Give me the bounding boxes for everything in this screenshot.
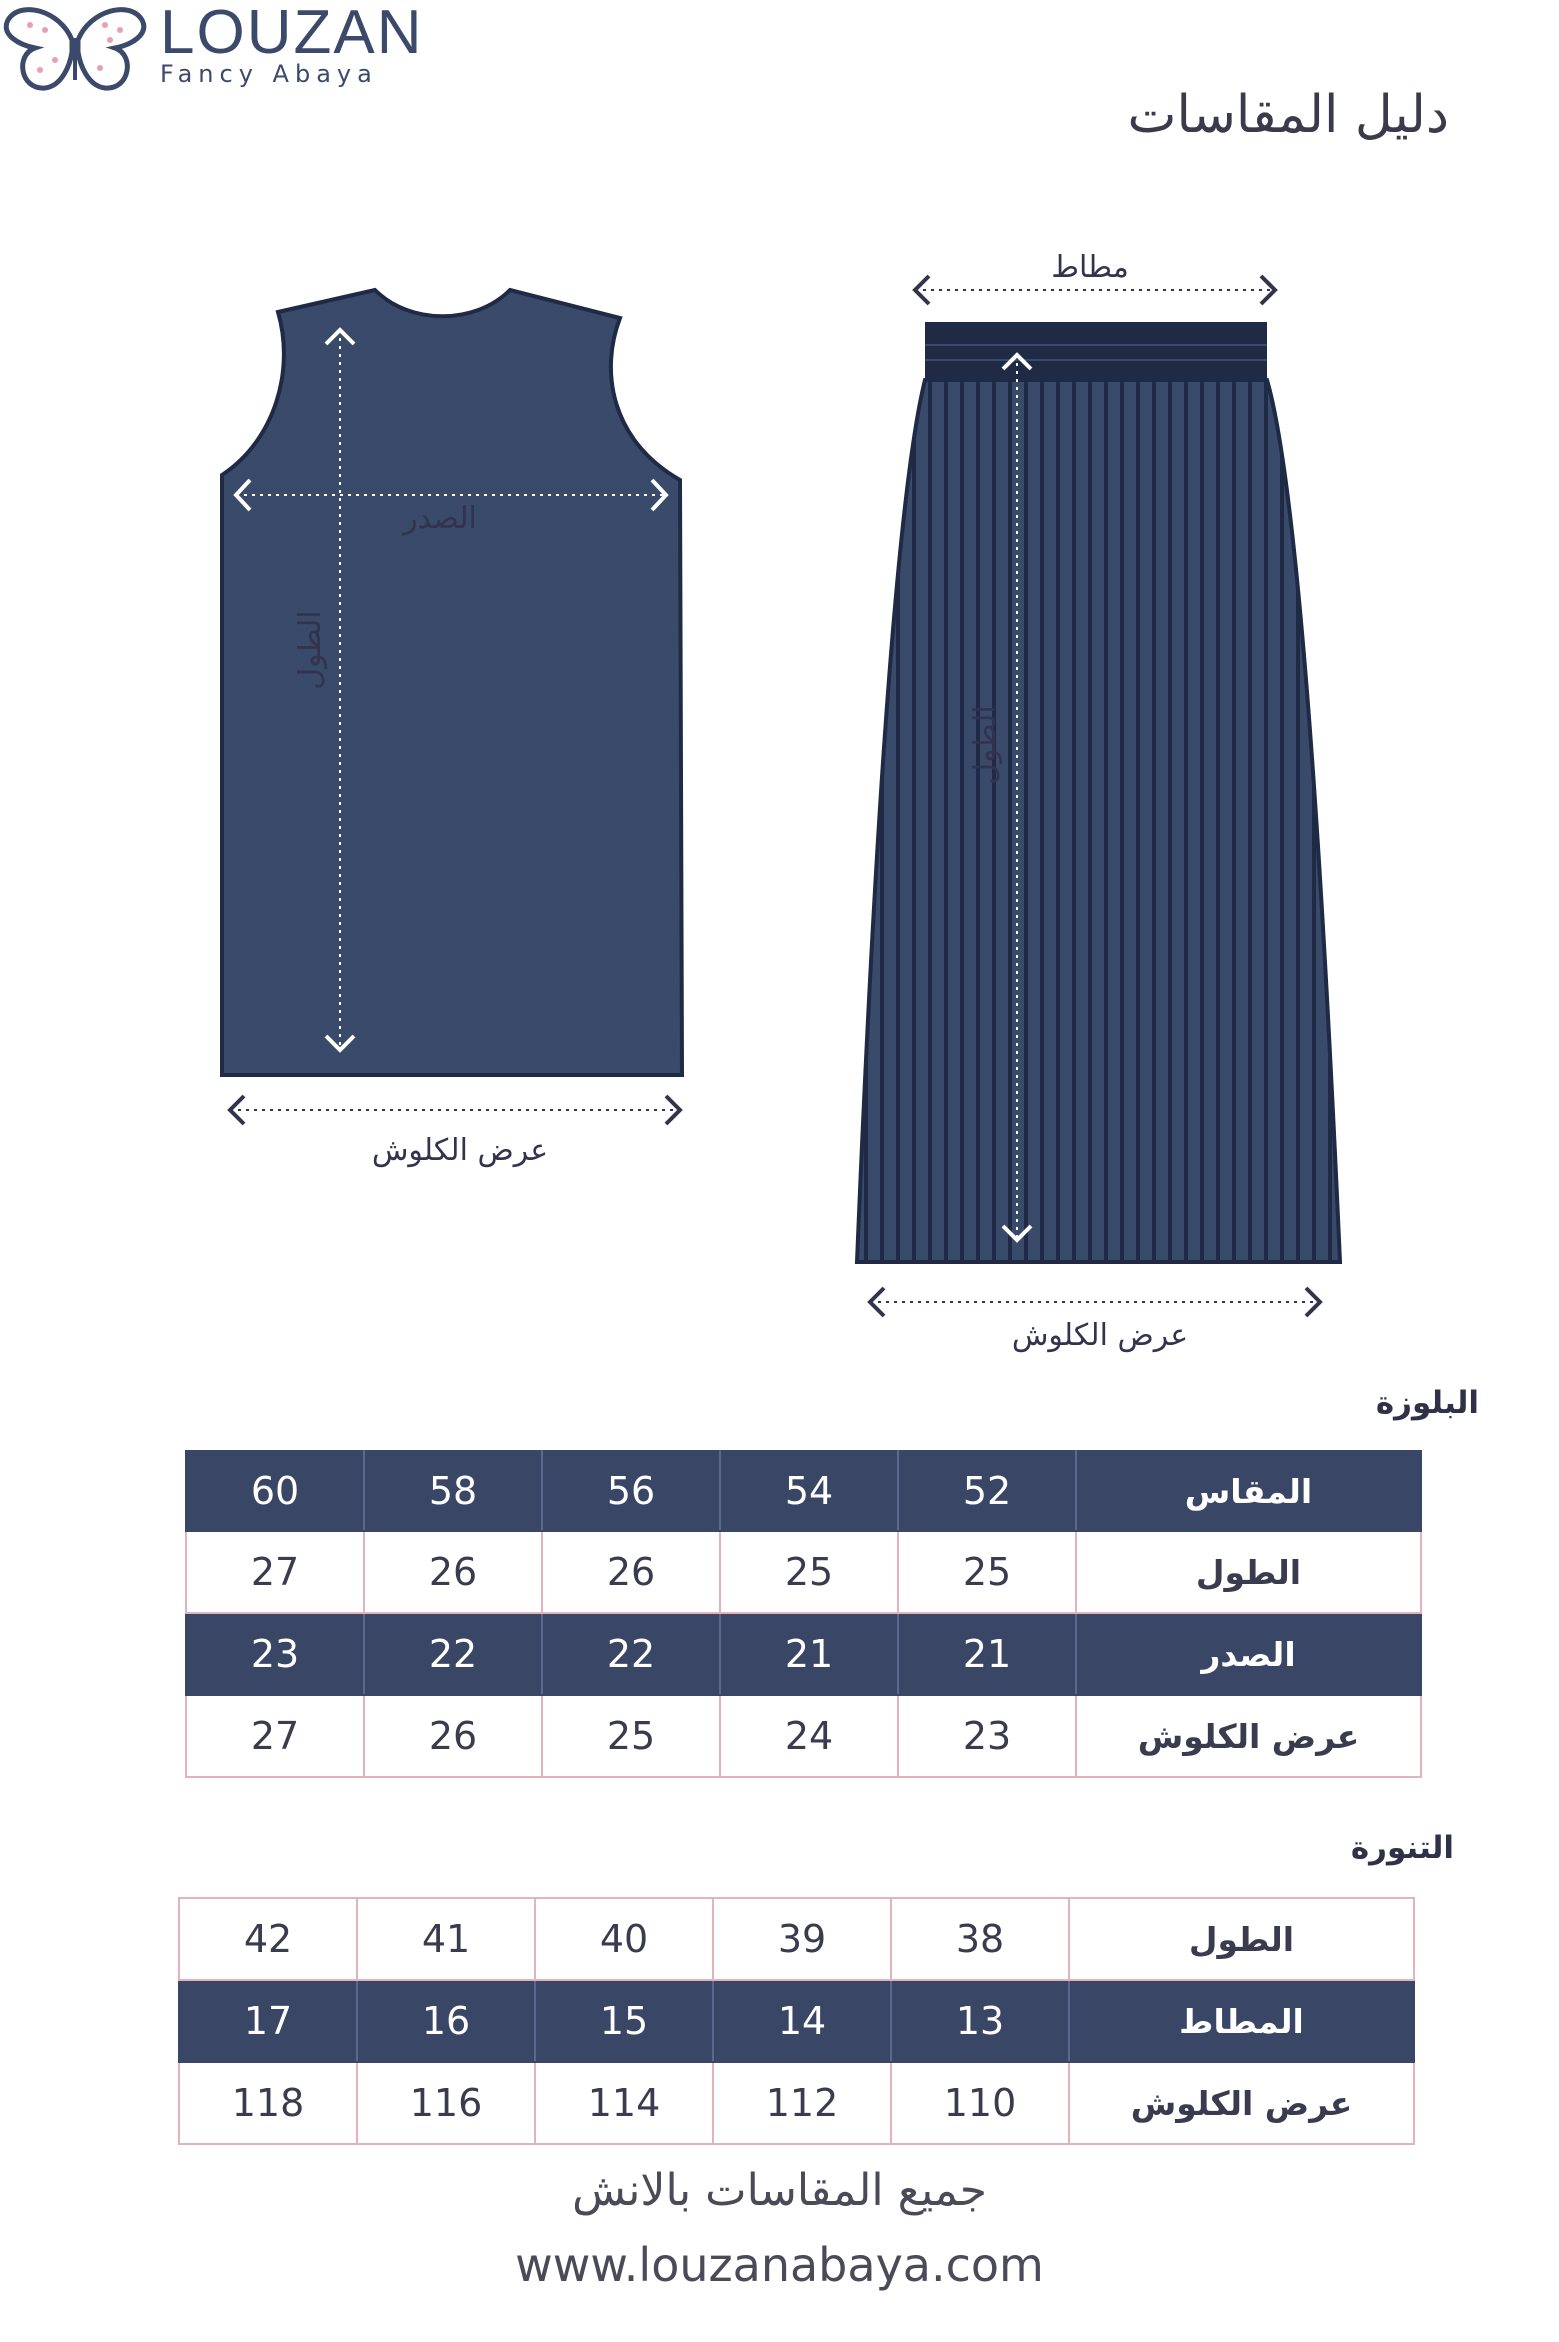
table-cell: 15: [535, 1980, 713, 2062]
table-row: [179, 1898, 1414, 1980]
table-cell: 16: [357, 1980, 535, 2062]
table-cell: 23: [898, 1695, 1076, 1777]
garment-illustrations: [0, 220, 1559, 1370]
table-row: [179, 1980, 1414, 2062]
table-cell: 38: [891, 1898, 1069, 1980]
blouse-illustration: [222, 290, 682, 1124]
illustration-canvas: [0, 220, 1559, 1370]
table-cell: 60: [186, 1451, 364, 1531]
table-cell: 22: [542, 1613, 720, 1695]
skirt-elastic-label: مطاط: [1051, 250, 1129, 285]
table-cell: 27: [186, 1531, 364, 1613]
table-row: [179, 2062, 1414, 2144]
table-cell: 25: [542, 1695, 720, 1777]
brand-name: LOUZAN: [160, 0, 424, 67]
website-url[interactable]: www.louzanabaya.com: [515, 2238, 1044, 2292]
table-row: [186, 1613, 1421, 1695]
page-title: دليل المقاسات: [1127, 85, 1449, 145]
skirt-hem-label: عرض الكلوش: [1011, 1318, 1189, 1353]
row-header: الطول: [1069, 1898, 1414, 1980]
row-header: عرض الكلوش: [1076, 1695, 1421, 1777]
table-cell: 114: [535, 2062, 713, 2144]
table-cell: 56: [542, 1451, 720, 1531]
table-cell: 26: [364, 1531, 542, 1613]
table-row: [186, 1531, 1421, 1613]
table-cell: 58: [364, 1451, 542, 1531]
table-cell: 25: [898, 1531, 1076, 1613]
brand-tagline: Fancy Abaya: [160, 60, 378, 88]
table-cell: 42: [179, 1898, 357, 1980]
blouse-size-table: [185, 1450, 1422, 1778]
row-header: الطول: [1076, 1531, 1421, 1613]
row-header: المطاط: [1069, 1980, 1414, 2062]
row-header: الصدر: [1076, 1613, 1421, 1695]
row-header: المقاس: [1076, 1451, 1421, 1531]
blouse-section-title: البلوزة: [1375, 1385, 1479, 1421]
blouse-chest-label: الصدر: [403, 501, 477, 536]
table-cell: 24: [720, 1695, 898, 1777]
blouse-length-label: الطول: [293, 610, 328, 690]
table-cell: 26: [364, 1695, 542, 1777]
table-cell: 27: [186, 1695, 364, 1777]
row-header: عرض الكلوش: [1069, 2062, 1414, 2144]
table-cell: 17: [179, 1980, 357, 2062]
table-cell: 41: [357, 1898, 535, 1980]
table-cell: 13: [891, 1980, 1069, 2062]
table-cell: 116: [357, 2062, 535, 2144]
table-cell: 21: [720, 1613, 898, 1695]
table-cell: 112: [713, 2062, 891, 2144]
brand-logo: [0, 0, 424, 110]
table-cell: 21: [898, 1613, 1076, 1695]
table-cell: 14: [713, 1980, 891, 2062]
table-cell: 40: [535, 1898, 713, 1980]
table-cell: 110: [891, 2062, 1069, 2144]
butterfly-icon: [0, 0, 150, 100]
table-cell: 52: [898, 1451, 1076, 1531]
skirt-size-table: [178, 1897, 1415, 2145]
table-row: [186, 1451, 1421, 1531]
table-cell: 54: [720, 1451, 898, 1531]
skirt-length-label: الطول: [968, 705, 1003, 785]
table-row: [186, 1695, 1421, 1777]
table-cell: 118: [179, 2062, 357, 2144]
table-cell: 23: [186, 1613, 364, 1695]
table-cell: 39: [713, 1898, 891, 1980]
table-cell: 25: [720, 1531, 898, 1613]
skirt-section-title: التنورة: [1350, 1830, 1454, 1866]
units-note: جميع المقاسات بالانش: [572, 2165, 987, 2216]
blouse-hem-label: عرض الكلوش: [371, 1133, 549, 1168]
table-cell: 26: [542, 1531, 720, 1613]
skirt-illustration: [857, 276, 1340, 1316]
table-cell: 22: [364, 1613, 542, 1695]
